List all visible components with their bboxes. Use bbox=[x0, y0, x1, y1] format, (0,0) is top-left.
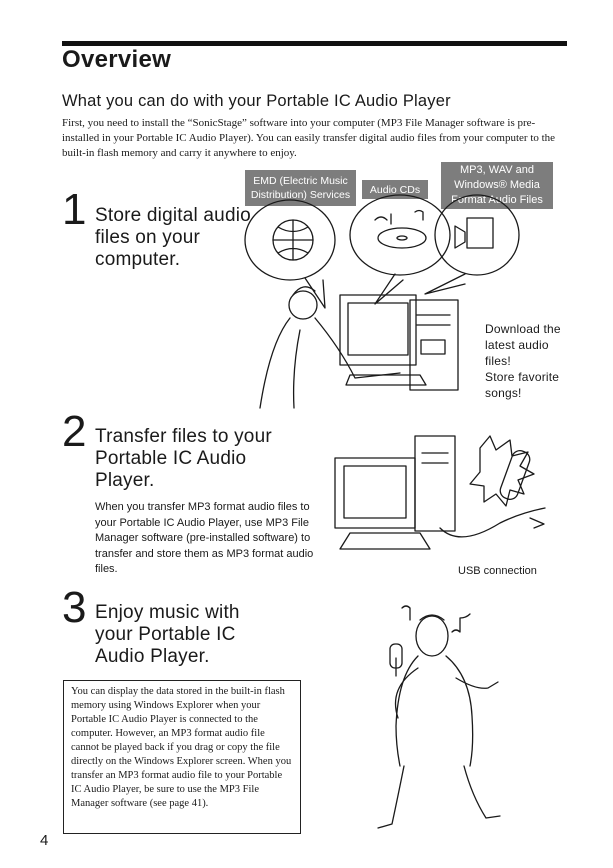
page-number: 4 bbox=[40, 832, 49, 849]
computer-user-illustration bbox=[245, 200, 495, 410]
callout-line: songs! bbox=[485, 386, 522, 400]
step-3-heading: Enjoy music with your Portable IC Audio Player. bbox=[95, 602, 240, 667]
callout-line: Download the bbox=[485, 322, 561, 336]
emd-tag-line: Distribution) Services bbox=[250, 189, 351, 201]
audio-files-tag-line: Windows® Media bbox=[454, 179, 540, 191]
listening-person-illustration bbox=[360, 598, 520, 838]
usb-transfer-illustration bbox=[330, 428, 560, 563]
person-legs bbox=[378, 766, 500, 828]
usb-cable bbox=[440, 508, 545, 537]
step-2-heading: Transfer files to your Portable IC Audio Player. bbox=[95, 426, 272, 491]
page-subtitle: What you can do with your Portable IC Audio Player bbox=[62, 92, 451, 110]
keyboard-icon bbox=[346, 375, 426, 385]
audio-files-tag-line: MP3, WAV and bbox=[460, 164, 534, 176]
note-box: You can display the data stored in the built-in flash memory using Windows Explorer when your Portable IC Audio Player is connected to the computer. However, an MP3 format audio file cannot be played back if you drag or copy the file directly on the Windows Explorer screen. When you transfer an MP3 format audio file to your Portable IC Audio Player, be sure to use the MP3 File Manager software (see page 41). bbox=[63, 680, 301, 834]
page-title: Overview bbox=[62, 46, 172, 73]
cd-icon bbox=[378, 228, 426, 248]
step-1-heading: Store digital audio files on your computer. bbox=[95, 205, 251, 270]
pc-tower-icon bbox=[415, 436, 455, 531]
step-2-description: When you transfer MP3 format audio files to your Portable IC Audio Player, use MP3 File Manager software (pre-installed software) to transfer and store them as MP3 format audio files. bbox=[95, 501, 314, 575]
file-icon bbox=[467, 218, 493, 248]
download-callout bbox=[485, 321, 585, 401]
callout-line: Store favorite bbox=[485, 370, 560, 384]
emd-tag-line: EMD (Electric Music bbox=[253, 175, 348, 187]
audio-player-icon bbox=[498, 448, 532, 501]
callout-line: latest audio bbox=[485, 338, 549, 352]
usb-connection-label: USB connection bbox=[458, 565, 537, 577]
intro-paragraph: First, you need to install the “SonicStage” software into your computer (MP3 File Manager software is pre-installed in your Portable IC Audio Player). You can easily transfer digital audio files from your computer to the built-in flash memory and carry it anywhere to enjoy. bbox=[62, 117, 556, 159]
music-note-icon bbox=[402, 606, 470, 632]
audio-cds-tag: Audio CDs bbox=[362, 180, 428, 199]
arrow-icon bbox=[530, 518, 544, 528]
callout-line: files! bbox=[485, 354, 511, 368]
pc-tower-icon bbox=[410, 300, 458, 390]
keyboard-icon bbox=[340, 533, 430, 549]
step-1-number: 1 bbox=[62, 185, 87, 234]
person-head bbox=[416, 616, 448, 656]
file-bubble bbox=[435, 195, 519, 275]
person-body bbox=[396, 656, 473, 766]
step-2-number: 2 bbox=[62, 407, 87, 456]
step-3-number: 3 bbox=[62, 583, 87, 632]
audio-files-tag-line: Format Audio Files bbox=[451, 194, 543, 206]
